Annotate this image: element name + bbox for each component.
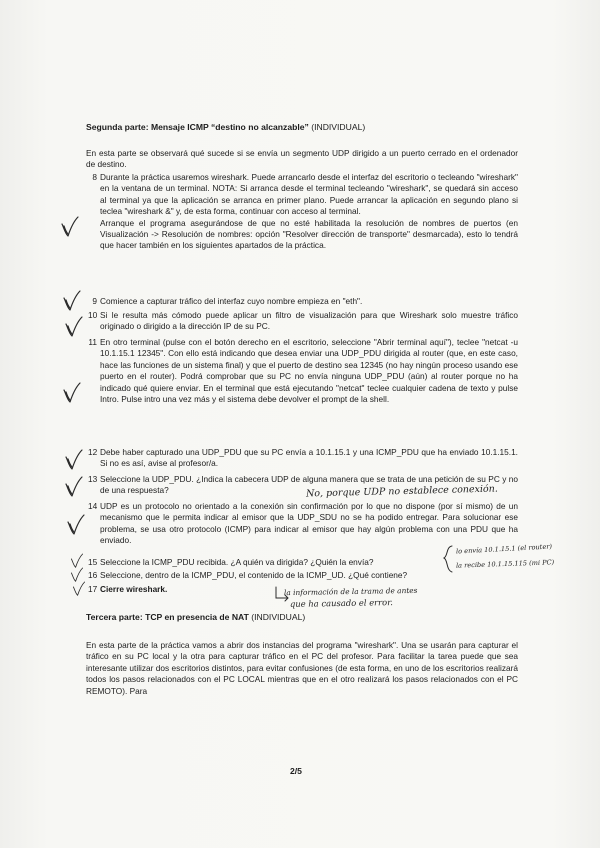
item-text-continued: Arranque el programa asegurándose de que no esté habilitada la resolución de nombres de puertos (en Visualización -> Resolución de nombres: opción "Resolver dirección de transporte" desmarcada), esto lo tendrá que hacer también en los siguientes apartados de la práctica. [100, 217, 518, 251]
list-item-9 [92, 296, 518, 307]
handwritten-answer-15-sender: lo envía 10.1.15.1 (el router) [455, 542, 553, 556]
section3-title-suffix: (INDIVIDUAL) [251, 612, 306, 622]
item-number: 10 [88, 310, 98, 320]
item-number: 9 [92, 296, 97, 306]
section3-title: Tercera parte: TCP en presencia de NAT [86, 612, 249, 622]
item-number: 12 [88, 447, 98, 457]
handwritten-brace-icon [440, 544, 456, 574]
list-item-12 [88, 447, 518, 470]
check-icon [72, 581, 86, 597]
check-icon [64, 449, 84, 471]
list-item-15 [88, 557, 450, 568]
item-text: Seleccione, dentro de la ICMP_PDU, el contenido de la ICMP_UD. ¿Qué contiene? [100, 570, 408, 580]
check-icon [62, 290, 82, 312]
item-text: Seleccione la UDP_PDU. ¿Indica la cabecera UDP de alguna manera que se trata de una petición de su PC y no de una respuesta? [100, 474, 518, 496]
item-text: Debe haber capturado una UDP_PDU que su PC envía a 10.1.15.1 y una ICMP_PDU que ha enviado 10.1.15.1. Si no es así, avise al profesor/a. [100, 447, 518, 469]
item-number: 16 [88, 570, 98, 580]
item-number: 15 [88, 557, 98, 567]
handwritten-answer-16-line1: la información de la trama de antes [283, 585, 418, 598]
item-text: UDP es un protocolo no orientado a la conexión sin confirmación por lo que no dispone (por sí mismo) de un mecanismo que le permita indicar al emisor que la UDP_SDU no se ha podido entregar. Para solucionar ese problema, se usa otro protocolo (ICMP) para indicar al emisor que hay algún problema con una PDU que ha enviado. [100, 501, 518, 546]
item-number: 14 [88, 501, 98, 511]
section3-intro: En esta parte de la práctica vamos a abrir dos instancias del programa "wireshark". Una se usarán para capturar el tráfico en su PC local y la otra para capturar tráfico en el PC del profesor. Para facilitar la tarea puede que sea interesante utilizar dos escritorios distintos, para evitar confusiones (de esta forma, en uno de los escritorios realizará todos los pasos relacionados con el PC LOCAL mientras que en el otro realizará los pasos relacionados con el PC REMOTO). Para [86, 640, 518, 696]
item-number: 8 [92, 172, 97, 182]
handwritten-answer-13: No, porque UDP no establece conexión. [305, 483, 498, 500]
section2-title-suffix: (INDIVIDUAL) [311, 122, 366, 132]
check-icon [66, 514, 86, 536]
item-number: 17 [88, 584, 98, 594]
item-text: En otro terminal (pulse con el botón derecho en el escritorio, seleccione "Abrir terminal aquí"), teclee "netcat -u 10.1.15.1 12345". Con ello está indicando que desea enviar una UDP_PDU dirigida al router (que, en este caso, hace las funciones de un sistema final) y que el puerto de destino sea 12345 (no hay ningún proceso usando ese puerto en el router). Podrá comprobar que su PC no envía ninguna UDP_PDU (aún) al router porque no ha indicado qué quiere enviar. En el terminal que está ejecutando "netcat" teclee cualquier cadena de texto y pulse Intro. Pulse intro una vez más y el sistema debe devolver el prompt de la shell. [100, 337, 518, 405]
handwritten-answer-16-line2: que ha causado el error. [289, 597, 393, 609]
section2-heading [86, 122, 365, 133]
list-item-10 [88, 310, 518, 333]
check-icon [60, 216, 80, 238]
list-item-8 [92, 172, 518, 252]
item-text: Si le resulta más cómodo puede aplicar un filtro de visualización para que Wireshark solo muestre tráfico originado o dirigido a la dirección IP de su PC. [100, 310, 518, 332]
check-icon [64, 316, 84, 338]
section3-heading [86, 612, 305, 623]
list-item-16 [88, 570, 450, 581]
list-item-17 [88, 584, 300, 595]
check-icon [62, 382, 82, 404]
item-text: Cierre wireshark. [100, 584, 168, 594]
item-text: Durante la práctica usaremos wireshark. Puede arrancarlo desde el interfaz del escritorio o tecleando "wireshark" en la ventana de un terminal. NOTA: Si arranca desde el terminal tecleando "wireshark", se quedará sin acceso al terminal ya que la aplicación se arranca en primer plano. Puede arrancar la aplicación en segundo plano si teclea "wireshark &" y, de esta forma, continuar con acceso al terminal. [100, 172, 518, 217]
list-item-11 [88, 337, 518, 405]
item-number: 11 [88, 337, 97, 347]
check-icon [64, 476, 84, 498]
item-number: 13 [88, 474, 98, 484]
item-text: Seleccione la ICMP_PDU recibida. ¿A quién va dirigida? ¿Quién la envía? [100, 557, 374, 567]
handwritten-answer-15-receiver: la recibe 10.1.15.115 (mi PC) [455, 558, 555, 570]
handwritten-arrow-icon [272, 585, 292, 605]
section2-title: Segunda parte: Mensaje ICMP “destino no alcanzable” [86, 122, 309, 132]
section2-intro: En esta parte se observará qué sucede si se envía un segmento UDP dirigido a un puerto cerrado en el ordenador de destino. [86, 148, 518, 170]
item-text: Comience a capturar tráfico del interfaz cuyo nombre empieza en "eth". [100, 296, 363, 306]
list-item-14 [88, 501, 518, 547]
page-number: 2/5 [290, 766, 302, 776]
